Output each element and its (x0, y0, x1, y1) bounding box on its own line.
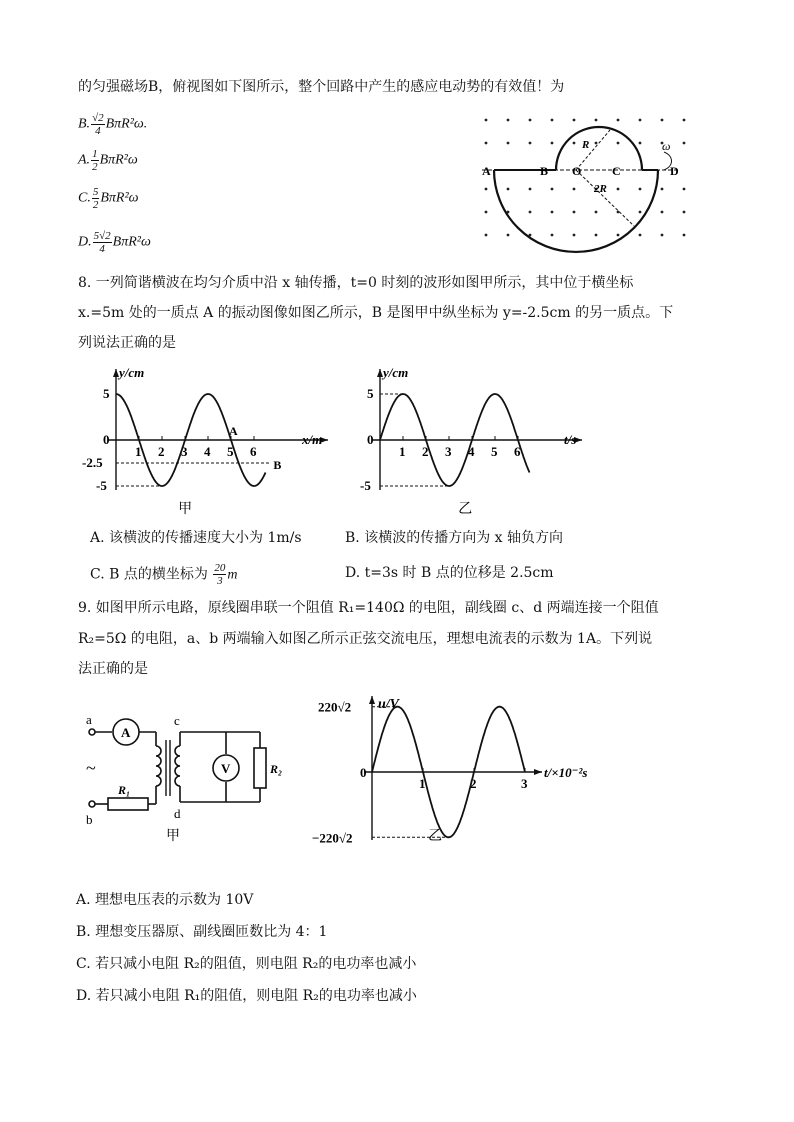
q9-line2: R₂=5Ω 的电阻，a、b 两端输入如图乙所示正弦交流电压，理想电流表的示数为 1A。下列说 (78, 631, 653, 647)
circuit-caption: 甲 (166, 829, 180, 844)
field-dot (573, 234, 576, 237)
field-dot (595, 211, 598, 214)
chart-caption: 乙 (458, 502, 473, 517)
label-b: b (86, 812, 93, 827)
r2-label: R₂ (270, 762, 283, 776)
label-B: B (540, 164, 549, 178)
point-a-label: A (229, 424, 238, 438)
field-dot (507, 188, 510, 191)
field-dot (639, 188, 642, 191)
x-tick-label: 1 (399, 444, 406, 459)
x-tick-label: 1 (419, 776, 426, 791)
label-2R: 2R (594, 183, 607, 195)
q8-option-c: C. B 点的横坐标为 $\frac{20}{3}$ m (90, 562, 238, 587)
label-a: a (86, 712, 92, 727)
q7-figure (478, 112, 690, 242)
q8-option-a: A. 该横波的传播速度大小为 1m/s (90, 530, 302, 546)
q7-option-c: C. $\frac{5}{2}$ BπR²ω (78, 186, 139, 211)
y-axis-arrow (369, 696, 375, 704)
chart-jia (80, 365, 340, 520)
field-dot (529, 211, 532, 214)
field-dot (683, 234, 686, 237)
q8-line2: x.=5m 处的一质点 A 的振动图像如图乙所示，B 是图甲中纵坐标为 y=-2.5cm 的另一质点。下 (78, 305, 674, 321)
ammeter-label: A (121, 725, 131, 740)
field-dot (485, 234, 488, 237)
x-tick-label: 5 (491, 444, 498, 459)
field-dot (639, 211, 642, 214)
field-dot (551, 211, 554, 214)
y-tick-label: -5 (360, 478, 371, 493)
x-tick-label: 1 (135, 444, 142, 459)
x-tick-label: 5 (227, 444, 234, 459)
y-tick-label: 5 (367, 386, 374, 401)
terminal-b (89, 801, 95, 807)
label-A: A (482, 164, 491, 178)
field-dot (661, 211, 664, 214)
field-dot (661, 119, 664, 122)
q9-line1: 9. 如图甲所示电路，原线圈串联一个阻值 R₁=140Ω 的电阻，副线圈 c、d 两端连接一个阻值 (78, 600, 659, 616)
radius-2r (576, 170, 634, 226)
field-dot (573, 211, 576, 214)
field-dot (595, 119, 598, 122)
r1-label: R₁ (118, 783, 131, 797)
chart-yi (360, 365, 600, 520)
y-axis-label: u/V (378, 697, 400, 712)
field-dot (485, 211, 488, 214)
field-dot (573, 188, 576, 191)
field-dot (617, 234, 620, 237)
field-dot (529, 119, 532, 122)
field-dot (639, 142, 642, 145)
y-tick-label: −220√2 (312, 830, 353, 846)
x-tick-label: 3 (181, 444, 188, 459)
q7-option-d: D. $\frac{5√2}{4}$ BπR²ω (78, 230, 151, 255)
q8-option-d: D. t=3s 时 B 点的位移是 2.5cm (345, 565, 554, 581)
x-tick-label: 6 (250, 444, 257, 459)
chart-caption: 乙 (428, 829, 443, 844)
field-dot (639, 119, 642, 122)
q8-line1: 8. 一列简谐横波在均匀介质中沿 x 轴传播，t=0 时刻的波形如图甲所示，其中位于横坐标 (78, 275, 634, 291)
field-dot (683, 142, 686, 145)
field-dot (551, 234, 554, 237)
x-axis-arrow (534, 769, 542, 775)
x-tick-label: 6 (514, 444, 521, 459)
ac-source-symbol: ~ (86, 758, 96, 778)
resistor-r2 (254, 748, 266, 788)
q7-option-b: B. $\frac{√2}{4}$ BπR²ω. (78, 112, 148, 137)
x-tick-label: 2 (470, 776, 477, 791)
field-dot (617, 188, 620, 191)
loop-small-arc (556, 127, 642, 170)
field-dot (595, 234, 598, 237)
field-dot (661, 188, 664, 191)
x-tick-label: 4 (204, 444, 211, 459)
x-tick-label: 3 (521, 776, 528, 791)
label-c: c (174, 713, 180, 728)
label-O: O (572, 164, 582, 178)
y-tick-label: 0 (103, 432, 110, 447)
chart-caption: 甲 (178, 502, 193, 517)
field-dot (617, 119, 620, 122)
field-dot (485, 188, 488, 191)
voltmeter-label: V (221, 761, 231, 776)
resistor-r1 (108, 798, 148, 810)
field-dot (507, 119, 510, 122)
x-axis-label: t/s (564, 432, 577, 447)
field-dot (683, 211, 686, 214)
y-tick-label: 220√2 (318, 699, 352, 715)
field-dot (661, 234, 664, 237)
field-dot (639, 234, 642, 237)
field-dot (529, 142, 532, 145)
y-tick-label: 0 (360, 765, 367, 780)
x-axis-label: x/m (302, 432, 323, 447)
x-axis-label: t/×10⁻²s (544, 765, 588, 780)
q9-option-a: A. 理想电压表的示数为 10V (76, 892, 254, 908)
q8-line3: 列说法正确的是 (78, 335, 176, 351)
q9-option-c: C. 若只减小电阻 R₂的阻值，则电阻 R₂的电功率也减小 (76, 956, 417, 972)
field-dot (551, 142, 554, 145)
primary-coil (156, 746, 161, 786)
field-dot (683, 119, 686, 122)
q9-option-b: B. 理想变压器原、副线圈匝数比为 4：1 (76, 924, 328, 940)
label-D: D (670, 164, 679, 178)
point-b-label: B (273, 458, 282, 472)
field-dot (507, 234, 510, 237)
field-dot (573, 142, 576, 145)
field-dot (573, 119, 576, 122)
field-dot (617, 142, 620, 145)
loop-large-arc (494, 170, 658, 252)
x-tick-label: 2 (158, 444, 165, 459)
field-dot (551, 119, 554, 122)
field-dot (683, 188, 686, 191)
y-tick-label: 0 (367, 432, 374, 447)
y-tick-label: -5 (96, 478, 107, 493)
label-d: d (174, 806, 181, 821)
q8-option-b: B. 该横波的传播方向为 x 轴负方向 (345, 530, 563, 546)
field-dot (551, 188, 554, 191)
q9-option-d: D. 若只减小电阻 R₁的阻值，则电阻 R₂的电功率也减小 (76, 988, 417, 1004)
field-dots (485, 119, 686, 237)
y-tick-label: 5 (103, 386, 110, 401)
label-R: R (582, 139, 590, 151)
x-tick-label: 2 (422, 444, 429, 459)
q9-line3: 法正确的是 (78, 661, 148, 677)
field-dot (485, 119, 488, 122)
q9-circuit (82, 710, 302, 845)
y-axis-label: y/cm (119, 365, 145, 380)
x-tick-label: 4 (468, 444, 475, 459)
x-tick-label: 3 (445, 444, 452, 459)
y-axis-label: y/cm (383, 365, 409, 380)
field-dot (529, 188, 532, 191)
field-dot (485, 142, 488, 145)
secondary-coil (175, 746, 180, 786)
field-dot (507, 142, 510, 145)
field-dot (595, 142, 598, 145)
q7-option-a: A. $\frac{1}{2}$ BπR²ω (78, 148, 138, 173)
label-C: C (612, 164, 621, 178)
chart-ac-voltage (310, 690, 610, 850)
q7-stem: 的匀强磁场B，俯视图如下图所示，整个回路中产生的感应电动势的有效值！为 (78, 79, 565, 95)
terminal-a (89, 729, 95, 735)
label-omega: ω (662, 139, 671, 153)
y-tick-label: -2.5 (82, 455, 103, 470)
